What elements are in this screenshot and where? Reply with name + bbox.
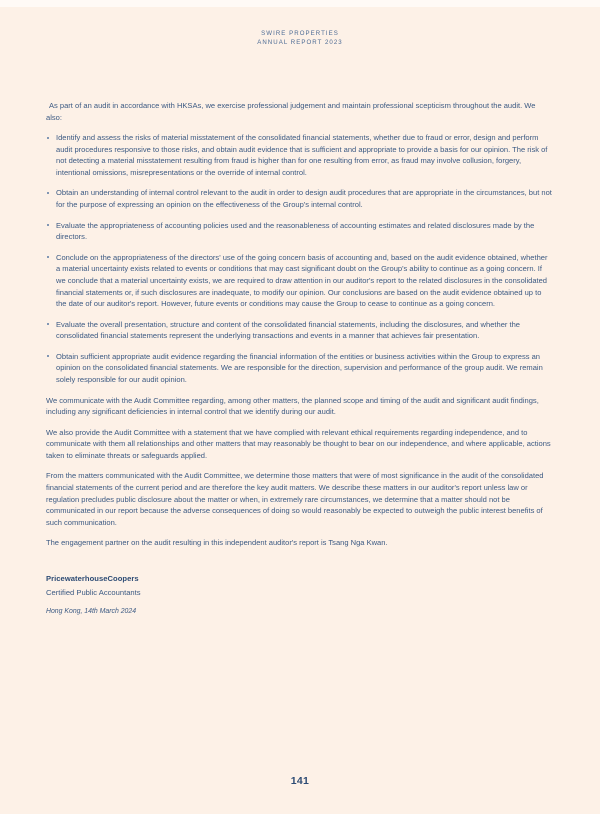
page-number: 141 bbox=[290, 775, 310, 787]
bullet-icon bbox=[47, 323, 49, 325]
header-company-name: SWIRE PROPERTIES bbox=[261, 30, 339, 37]
bullet-icon bbox=[47, 224, 49, 226]
closing-paragraph-independence: We also provide the Audit Committee with a statement that we have complied with relevant ethical requirements regarding independence, and to communicate with them all relationships and other matters that may reasonably be thought to bear on our independence, and where applicable, actions taken to eliminate threats or safeguards applied. bbox=[46, 427, 551, 460]
list-item bbox=[46, 220, 552, 243]
lead-paragraph: As part of an audit in accordance with HKSAs, we exercise professional judgement and maintain professional scepticism throughout the audit. We also: bbox=[46, 101, 536, 122]
list-item bbox=[46, 351, 552, 386]
signature-block bbox=[46, 573, 552, 618]
auditor-firm-name: PricewaterhouseCoopers bbox=[46, 573, 139, 583]
list-item-text: Identify and assess the risks of material misstatement of the consolidated financial statements, whether due to fraud or error, design and perform audit procedures responsive to those risks, and obtain audit evidence that is sufficient and appropriate to provide a basis for our opinion. The risk of not detecting a material misstatement resulting from fraud is higher than for one resulting from error, as fraud may involve collusion, forgery, intentional omissions, misrepresentations or the override of internal control. bbox=[56, 133, 548, 177]
list-item bbox=[46, 319, 552, 342]
list-item-text: Evaluate the overall presentation, structure and content of the consolidated financial statements, including the disclosures, and whether the consolidated financial statements represent the underlying transactions and events in a manner that achieves fair presentation. bbox=[56, 319, 520, 341]
list-item-text: Obtain an understanding of internal control relevant to the audit in order to design audit procedures that are appropriate in the circumstances, but not for the purpose of expressing an opinion on the effectiveness of the Group's internal control. bbox=[56, 188, 552, 210]
page-top-edge bbox=[0, 0, 600, 7]
list-item bbox=[46, 132, 552, 178]
page-content bbox=[46, 100, 552, 618]
list-item-text: Conclude on the appropriateness of the directors' use of the going concern basis of accounting and, based on the audit evidence obtained, whether a material uncertainty exists related to events or conditions that may cast significant doubt on the Group's ability to continue as a going concern. If we conclude that a material uncertainty exists, we are required to draw attention in our auditor's report to the related disclosures in the consolidated financial statements or, if such disclosures are inadequate, to modify our opinion. Our conclusions are based on the audit evidence obtained up to the date of our auditor's report. However, future events or conditions may cause the Group to cease to continue as a going concern. bbox=[56, 252, 548, 309]
running-header bbox=[0, 30, 600, 47]
bullet-icon bbox=[47, 355, 49, 357]
bullet-icon bbox=[47, 137, 49, 139]
header-report-title: ANNUAL REPORT 2023 bbox=[257, 38, 343, 46]
closing-paragraph-communication: We communicate with the Audit Committee regarding, among other matters, the planned scope and timing of the audit and significant audit findings, including any significant deficiencies in internal control that we identify during our audit. bbox=[46, 395, 539, 417]
signature-place-and-date: Hong Kong, 14th March 2024 bbox=[46, 608, 137, 616]
closing-paragraph-key-audit-matters: From the matters communicated with the Audit Committee, we determine those matters that were of most significance in the audit of the consolidated financial statements of the current period and are therefore the key audit matters. We describe these matters in our auditor's report unless law or regulation precludes public disclosure about the matter or when, in extremely rare circumstances, we determine that a matter should not be communicated in our report because the adverse consequences of doing so would reasonably be expected to outweigh the public interest benefits of such communication. bbox=[46, 471, 544, 527]
list-item bbox=[46, 187, 552, 210]
list-item-text: Obtain sufficient appropriate audit evidence regarding the financial information of the entities or business activities within the Group to express an opinion on the consolidated financial statements. We are responsible for the direction, supervision and performance of the group audit. We remain solely responsible for our audit opinion. bbox=[56, 351, 543, 384]
list-item bbox=[46, 252, 552, 310]
closing-paragraph-engagement-partner: The engagement partner on the audit resulting in this independent auditor's report is Tsang Nga Kwan. bbox=[46, 538, 388, 548]
bullet-icon bbox=[47, 256, 49, 258]
audit-responsibilities-list bbox=[46, 132, 552, 385]
auditor-qualification: Certified Public Accountants bbox=[46, 587, 141, 597]
list-item-text: Evaluate the appropriateness of accounting policies used and the reasonableness of accounting estimates and related disclosures made by the directors. bbox=[56, 220, 535, 242]
bullet-icon bbox=[47, 192, 49, 194]
